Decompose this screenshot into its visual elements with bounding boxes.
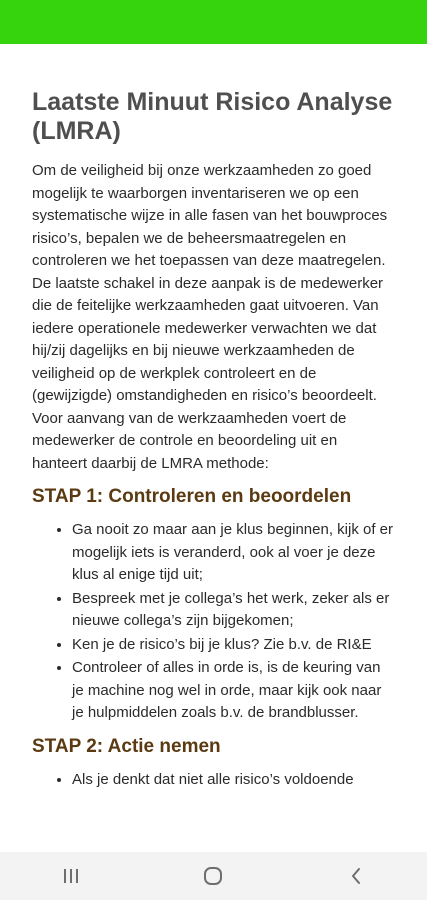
list-item: • Ken je de risico’s bij je klus? Zie b.v. de RI&E (72, 634, 395, 657)
page-title: Laatste Minuut Risico Analyse (LMRA) (32, 88, 393, 145)
step-heading: STAP 2: Actie nemen (32, 735, 221, 757)
article-scroll-area[interactable] (0, 44, 427, 852)
home-icon (203, 866, 223, 886)
step-list (32, 519, 395, 725)
recent-apps-button[interactable] (41, 856, 101, 896)
list-item: • Controleer of alles in orde is, is de keuring van je machine nog wel in orde, maar kijk ook naar je hulpmiddelen zoals b.v. de brandblusser. (72, 657, 395, 725)
intro-paragraph: Om de veiligheid bij onze werkzaamheden zo goed mogelijk te waarborgen inventariseren we op een systematische wijze in alle fasen van het bouwproces risico’s, bepalen we de beheersmaatregelen en controleren we het toepassen van deze maatregelen. (32, 162, 388, 269)
list-item: • Ga nooit zo maar aan je klus beginnen, kijk of er mogelijk iets is veranderd, ook al voer je deze klus al enige tijd uit; (72, 519, 395, 587)
intro-paragraph: De laatste schakel in deze aanpak is de medewerker die de feitelijke werkzaamheden gaat uitvoeren. Van iedere operationele medewerker verwachten we dat hij/zij dagelijks en bij nieuwe werkzaamheden de veiligheid op de werkplek controleert en de (gewijzigde) omstandigheden en risico’s beoordeelt. Voor aanvang van de werkzaamheden voert de medewerker de controle en beoordeling uit en hanteert daarbij de LMRA methode: (32, 274, 384, 472)
list-item: • Als je denkt dat niet alle risico’s voldoende (72, 769, 395, 792)
recent-apps-icon (61, 867, 81, 885)
list-item: • Bespreek met je collega’s het werk, zeker als er nieuwe collega’s zijn bijgekomen; (72, 588, 395, 633)
navigation-bar (0, 852, 427, 900)
home-button[interactable] (183, 856, 243, 896)
back-icon (349, 866, 363, 886)
status-bar (0, 0, 427, 44)
intro-text (32, 160, 395, 475)
back-button[interactable] (326, 856, 386, 896)
step-heading: STAP 1: Controleren en beoordelen (32, 486, 352, 507)
step-list (32, 769, 395, 792)
